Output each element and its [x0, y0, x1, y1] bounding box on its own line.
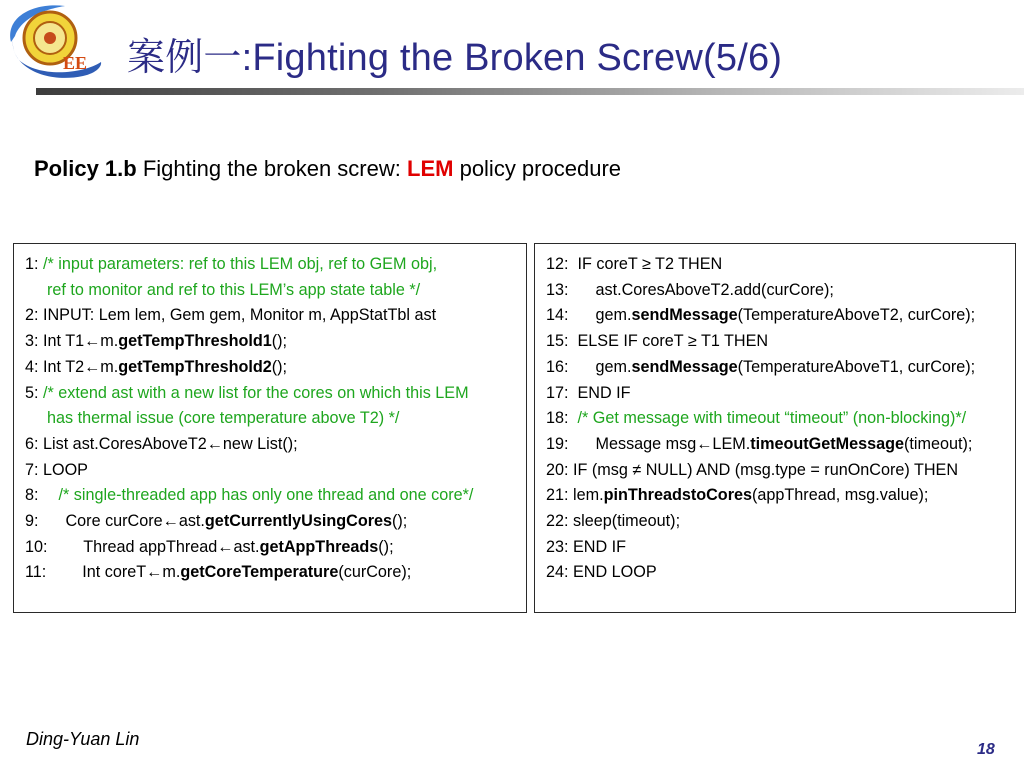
policy-label: Policy 1.b: [34, 156, 137, 181]
logo-emblem-icon: [5, 2, 103, 84]
code-line-6: 6: List ast.CoresAboveT2←new List();: [25, 434, 298, 453]
page-title: 案例一:Fighting the Broken Screw(5/6): [127, 37, 783, 79]
code-line-5: 5: /* extend ast with a new list for the cores on which this LEM: [25, 383, 469, 402]
code-line-15: 15: ELSE IF coreT ≥ T1 THEN: [546, 332, 769, 351]
code-line-7: 7: LOOP: [25, 460, 88, 479]
code-line-13: 13: ast.CoresAboveT2.add(curCore);: [546, 280, 834, 299]
code-line-12: 12: IF coreT ≥ T2 THEN: [546, 255, 723, 273]
code-line-16: 16: gem.sendMessage(TemperatureAboveT1, curCore);: [546, 357, 976, 376]
svg-text:EE: EE: [63, 53, 88, 73]
policy-suffix: policy procedure: [459, 156, 622, 181]
code-line-2: 2: INPUT: Lem lem, Gem gem, Monitor m, AppStatTbl ast: [25, 306, 437, 325]
code-line-20: 20: IF (msg ≠ NULL) AND (msg.type = runOnCore) THEN: [546, 460, 959, 479]
code-line-17: 17: END IF: [546, 383, 631, 402]
code-line-5-cont: has thermal issue (core temperature above T2) */: [47, 409, 400, 428]
algorithm-box-left: [13, 243, 527, 613]
code-line-21: 21: lem.pinThreadstoCores(appThread, msg.value);: [546, 486, 929, 505]
code-line-14: 14: gem.sendMessage(TemperatureAboveT2, curCore);: [546, 306, 976, 325]
policy-highlight: LEM: [407, 156, 454, 181]
code-line-23: 23: END IF: [546, 537, 627, 556]
university-logo: [5, 2, 103, 84]
code-line-1-cont: ref to monitor and ref to this LEM’s app state table */: [47, 280, 421, 299]
policy-heading: [34, 156, 621, 182]
code-line-11: 11: Int coreT←m.getCoreTemperature(curCore);: [25, 563, 412, 582]
page-number: 18: [977, 741, 995, 758]
code-line-22: 22: sleep(timeout);: [546, 512, 681, 531]
code-line-9: 9: Core curCore←ast.getCurrentlyUsingCores();: [25, 512, 408, 531]
code-line-18: 18: /* Get message with timeout “timeout” (non-blocking)*/: [546, 409, 967, 428]
title-divider: [36, 88, 1024, 95]
code-line-8: 8: /* single-threaded app has only one thread and one core*/: [25, 486, 474, 505]
code-line-10: 10: Thread appThread←ast.getAppThreads();: [25, 537, 394, 556]
code-line-3: 3: Int T1←m.getTempThreshold1();: [25, 332, 288, 351]
code-line-24: 24: END LOOP: [546, 563, 657, 582]
code-line-4: 4: Int T2←m.getTempThreshold2();: [25, 357, 288, 376]
policy-text: Fighting the broken screw:: [142, 156, 401, 181]
algorithm-box-right: [534, 243, 1016, 613]
code-line-19: 19: Message msg←LEM.timeoutGetMessage(timeout);: [546, 434, 973, 453]
code-line-1: 1: /* input parameters: ref to this LEM obj, ref to GEM obj,: [25, 255, 438, 273]
footer-author: Ding-Yuan Lin: [26, 729, 140, 749]
